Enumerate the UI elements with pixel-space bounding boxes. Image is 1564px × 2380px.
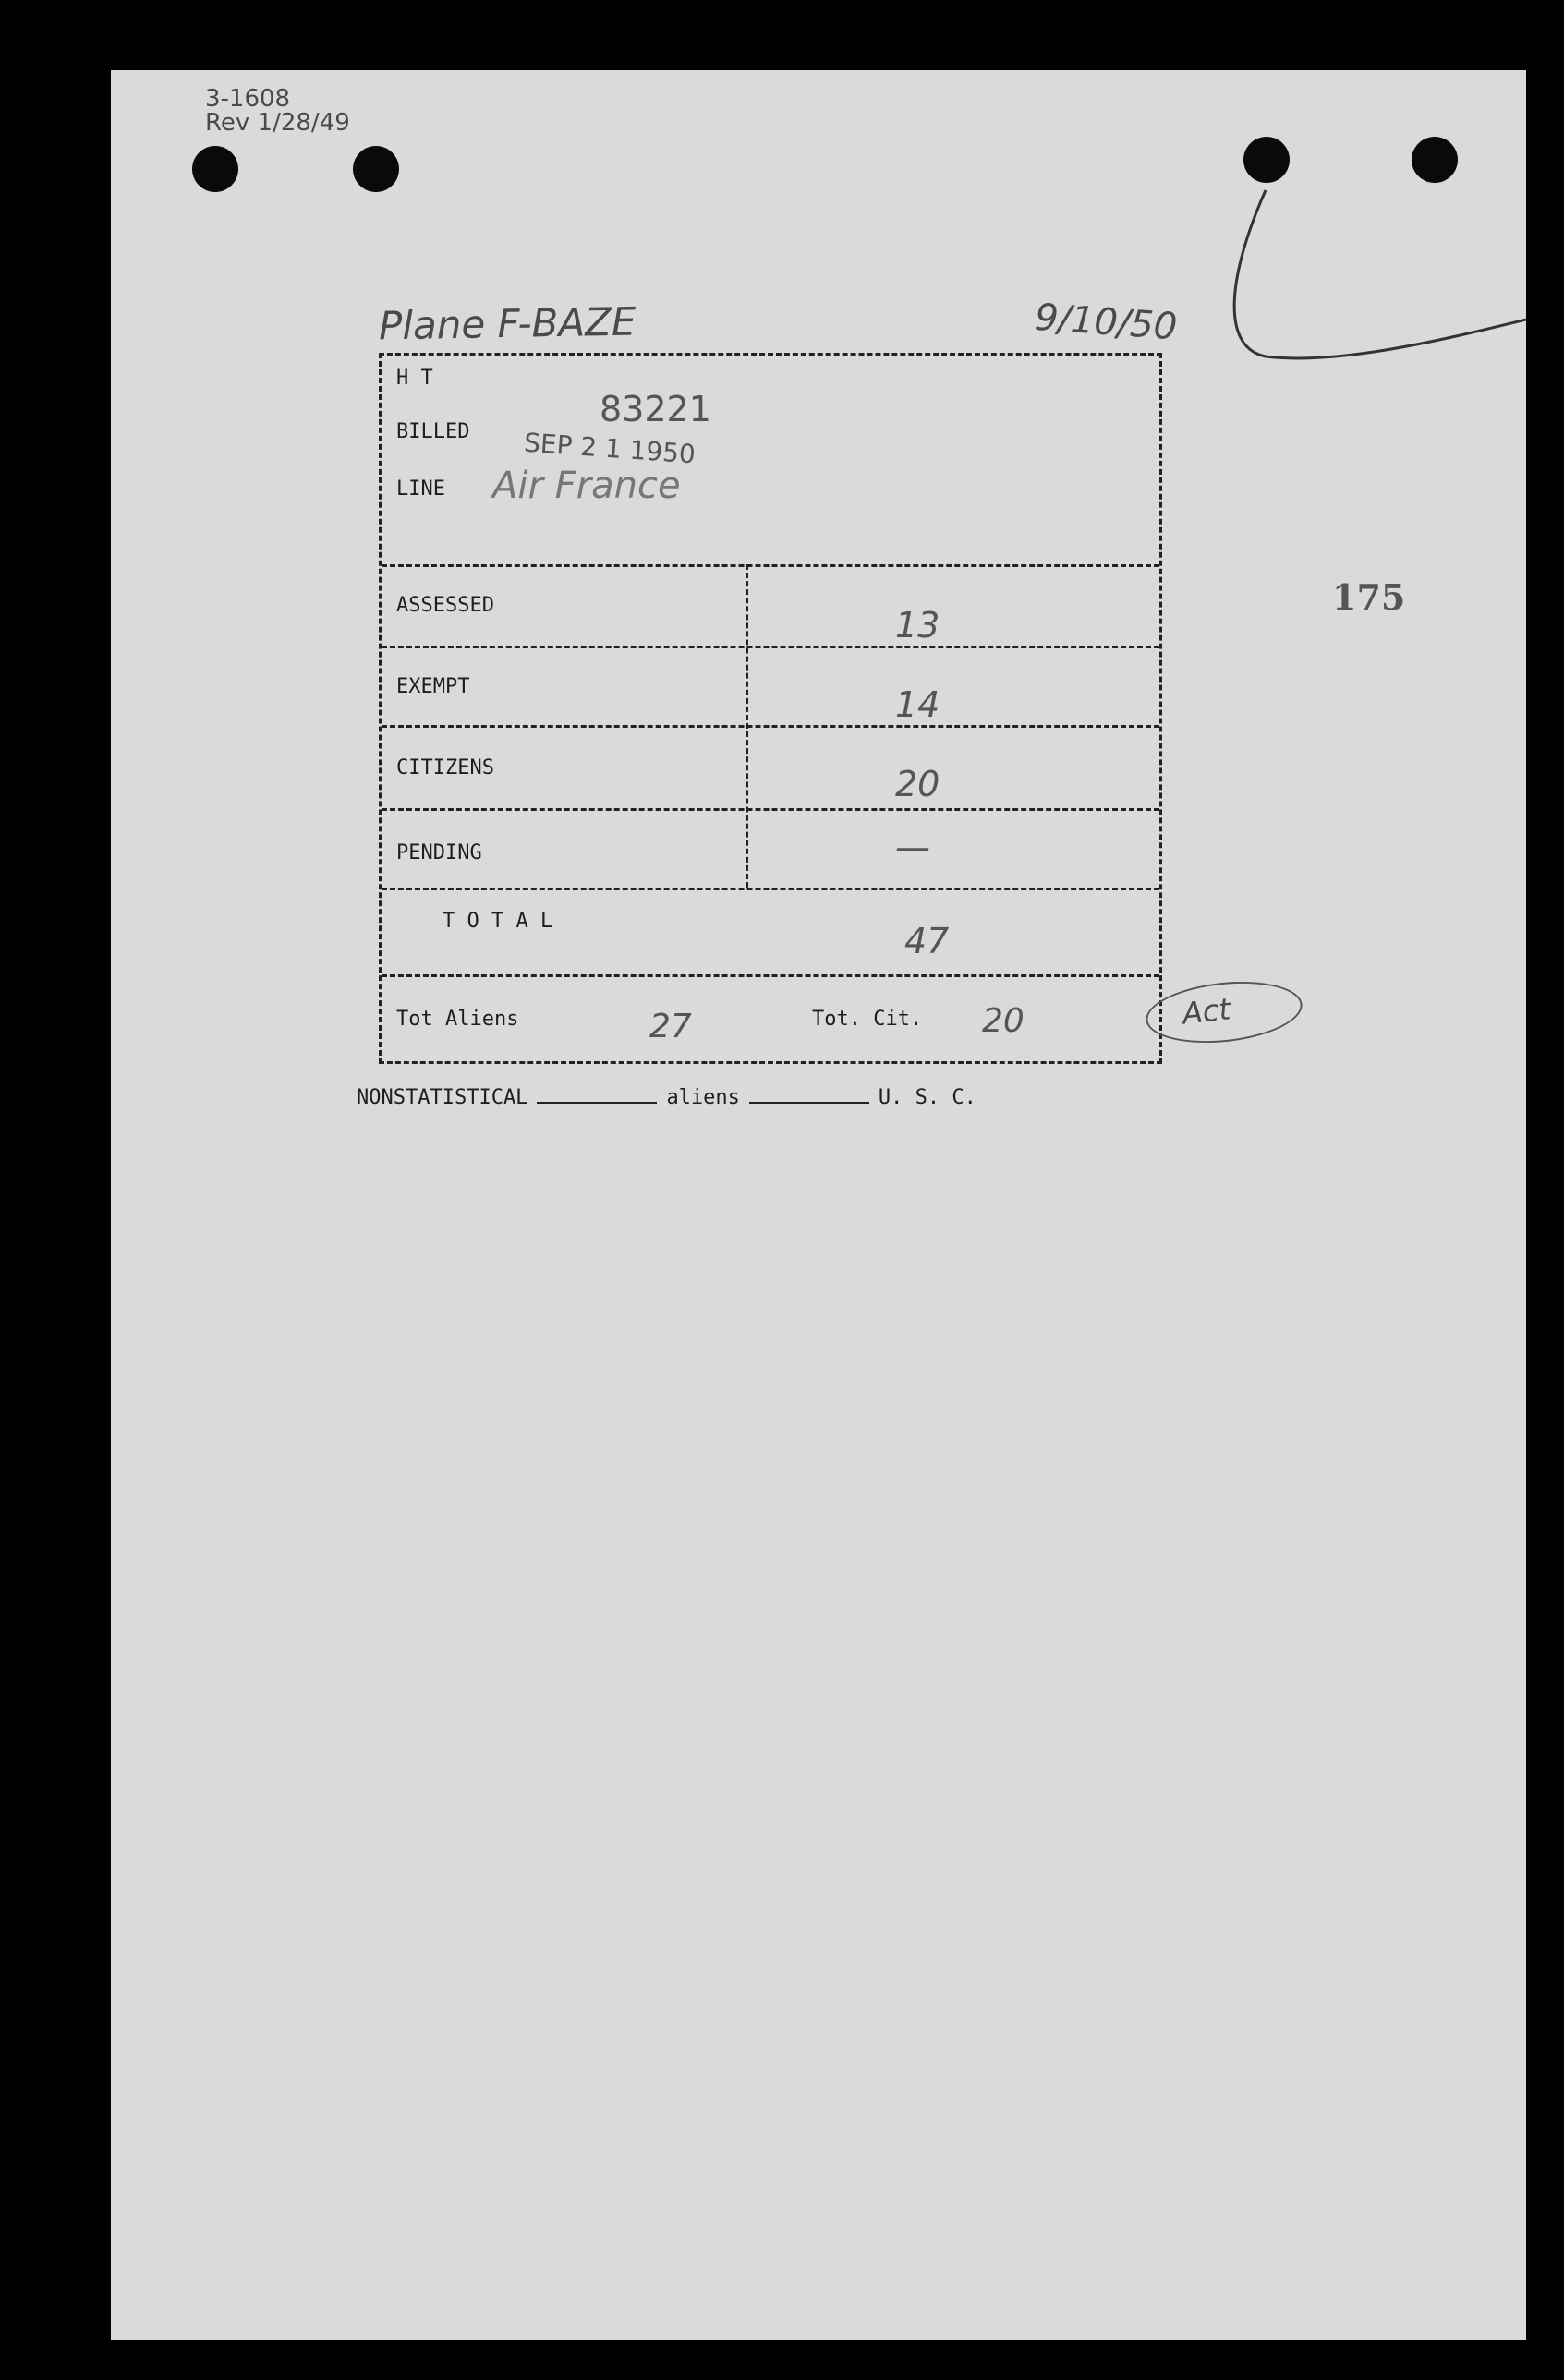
initials: Act	[1180, 991, 1232, 1032]
total-label: T O T A L	[443, 910, 553, 933]
punch-hole-4	[1412, 137, 1458, 183]
manifest-date: 9/10/50	[1033, 296, 1179, 349]
billed-date-stamp: SEP 2 1 1950	[523, 427, 697, 470]
row-label-citizens: CITIZENS	[396, 756, 494, 779]
row-value-pending: —	[895, 827, 930, 867]
tot-aliens-label: Tot Aliens	[396, 1008, 519, 1031]
line-value: Air France	[492, 465, 681, 507]
row-divider-4	[382, 888, 1159, 890]
tot-cit-value: 20	[982, 1002, 1024, 1040]
row-divider-3	[382, 808, 1159, 811]
form-number: 3-1608	[205, 85, 291, 113]
row-label-pending: PENDING	[396, 841, 482, 864]
nonstat-aliens-blank	[537, 1102, 657, 1104]
row-value-exempt: 14	[895, 684, 940, 725]
row-value-assessed: 13	[895, 605, 940, 646]
row-label-exempt: EXEMPT	[396, 675, 470, 698]
row-value-citizens: 20	[895, 764, 940, 804]
nonstat-usc-blank	[749, 1102, 869, 1104]
row-divider-1	[382, 646, 1159, 648]
row-label-assessed: ASSESSED	[396, 594, 494, 617]
row-divider-2	[382, 725, 1159, 728]
page-number: 175	[1332, 576, 1406, 618]
punch-hole-3	[1243, 137, 1290, 183]
punch-hole-1	[192, 146, 238, 192]
manifest-form	[379, 353, 1162, 1064]
header-divider	[382, 564, 1159, 567]
plane-id: Plane F-BAZE	[378, 298, 637, 349]
line-label: LINE	[396, 477, 445, 501]
total-divider	[382, 974, 1159, 977]
tot-cit-label: Tot. Cit.	[812, 1008, 923, 1031]
punch-hole-2	[353, 146, 399, 192]
tot-aliens-value: 27	[649, 1008, 692, 1045]
billed-number: 83221	[600, 389, 711, 429]
billed-label: BILLED	[396, 420, 470, 443]
aliens-label: aliens	[666, 1086, 740, 1109]
pencil-mark	[1229, 181, 1526, 440]
nonstatistical-label: NONSTATISTICAL	[357, 1086, 528, 1109]
total-value: 47	[904, 921, 950, 961]
usc-label: U. S. C.	[878, 1086, 976, 1109]
form-revision: Rev 1/28/49	[205, 109, 350, 137]
ht-label: H T	[396, 367, 433, 390]
nonstat-label	[357, 1086, 976, 1109]
